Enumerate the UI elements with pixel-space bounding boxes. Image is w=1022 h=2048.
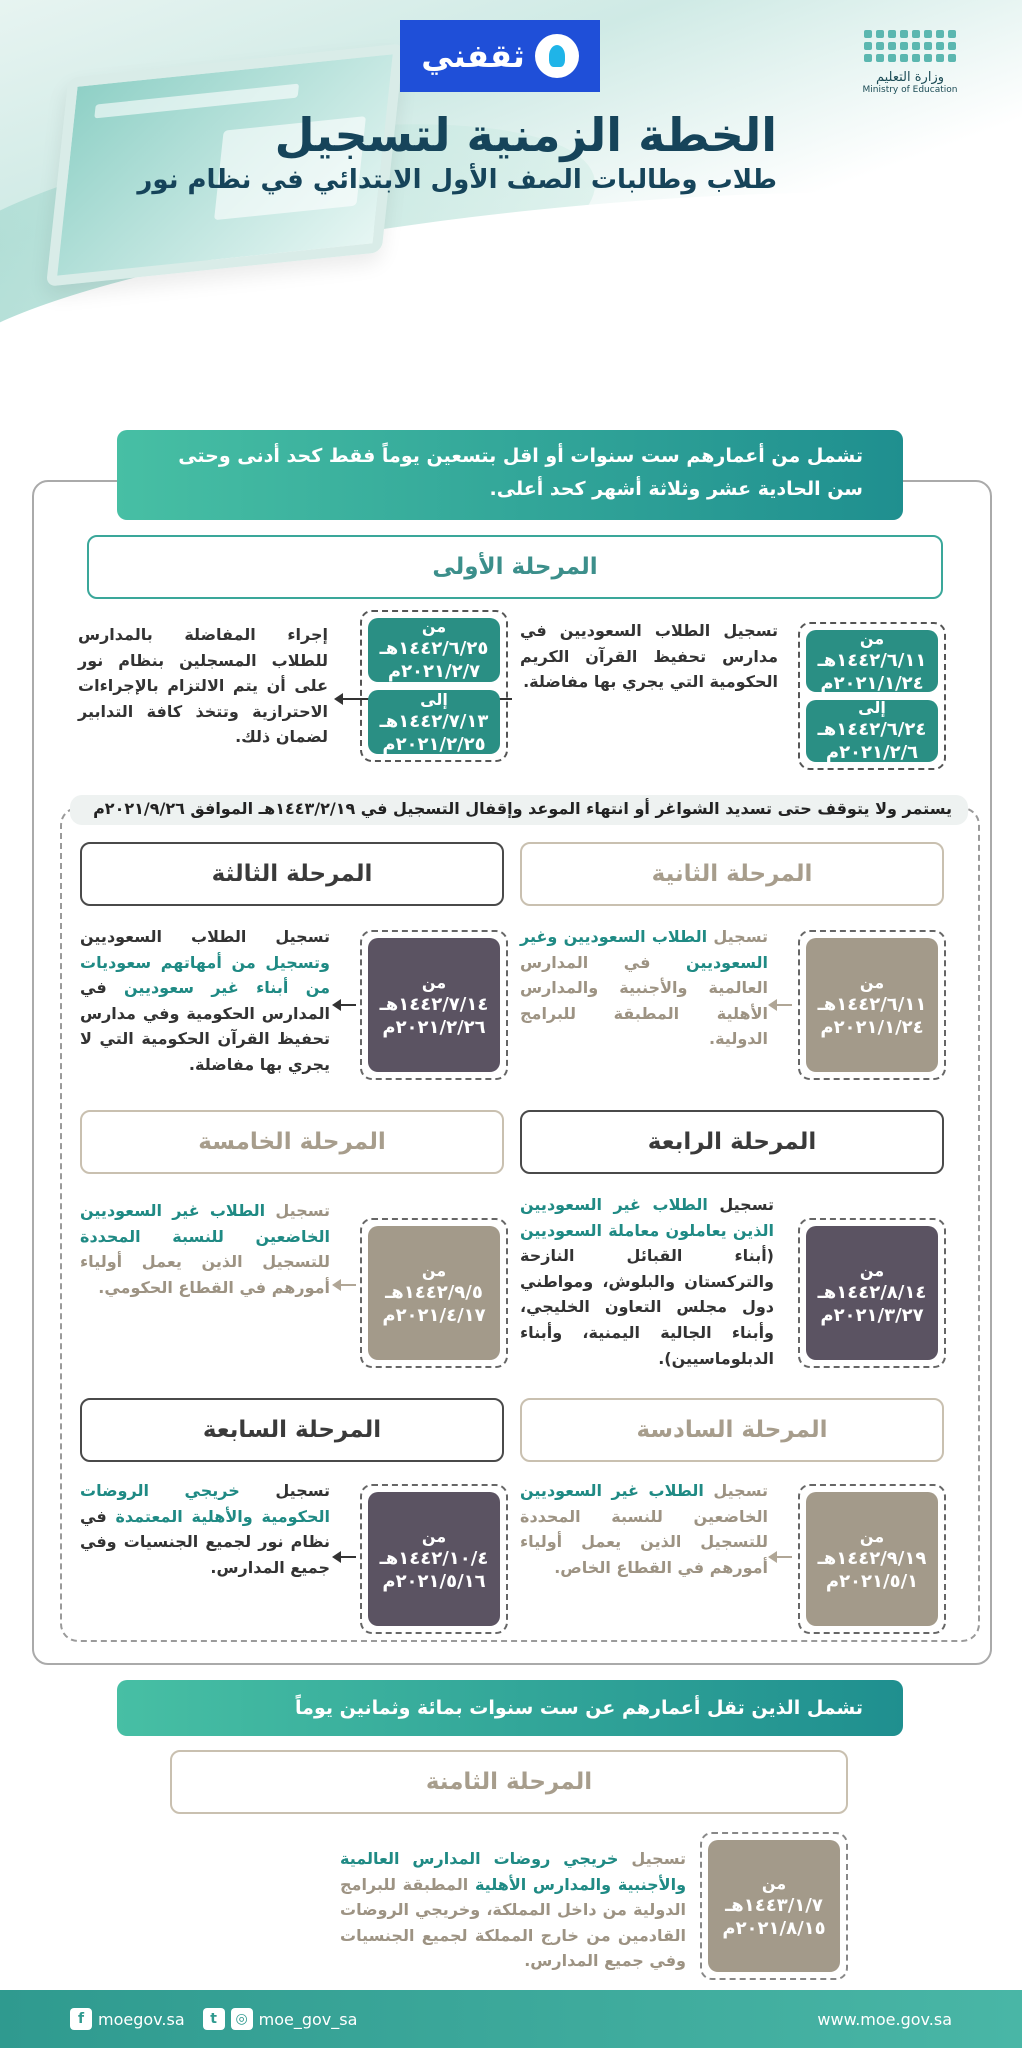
arrow-icon [334,1284,356,1286]
age-range-ribbon: تشمل من أعمارهم ست سنوات أو اقل بتسعين يوماً فقط كحد أدنى وحتى سن الحادية عشر وثلاثة أشهر كحد أعلى. [117,430,903,520]
arrow-icon [334,1556,356,1558]
stage-4-title: المرحلة الرابعة [520,1110,944,1174]
stage-5-datebox: من ١٤٤٢/٩/٥هـ ٢٠٢١/٤/١٧م [360,1218,508,1368]
facebook-icon: f [70,2008,92,2030]
stage-7-title: المرحلة السابعة [80,1398,504,1462]
stage-1-description: تسجيل الطلاب السعوديين في مدارس تحفيظ القرآن الكريم الحكومية التي يجري بها مفاضلة. [520,621,778,692]
ministry-emblem-icon [840,30,980,62]
page-title: الخطة الزمنية لتسجيل [274,108,777,162]
stage-7-datebox: من ١٤٤٢/١٠/٤هـ ٢٠٢١/٥/١٦م [360,1484,508,1634]
stage-3-datebox: من ١٤٤٢/٧/١٤هـ ٢٠٢١/٢/٢٦م [360,930,508,1080]
website-link[interactable]: www.moe.gov.sa [817,2009,952,2029]
stage-2-datebox: من ١٤٤٢/٦/١١هـ ٢٠٢١/١/٢٤م [798,930,946,1080]
facebook-link[interactable]: f moegov.sa [70,2008,185,2030]
stage-5-description: تسجيل الطلاب غير السعوديين الخاضعين للنسبة المحددة للتسجيل الذين يعمل أولياء أمورهم في القطاع الحكومي. [80,1201,331,1297]
stage-2-title: المرحلة الثانية [520,842,944,906]
stage-1b-description: إجراء المفاضلة بالمدارس للطلاب المسجلين بنظام نور على أن يتم الالتزام بالإجراءات الاحترازية وتتخذ كافة التدابير لضمان ذلك. [78,625,328,747]
ministry-name-ar: وزارة التعليم [875,70,945,85]
stage-6-description: تسجيل الطلاب غير السعوديين الخاضعين للنسبة المحددة للتسجيل الذين يعمل أولياء أمورهم في القطاع الخاص. [520,1481,768,1577]
brand-name: ثقفني [421,37,525,75]
ministry-logo [840,30,980,95]
twitter-instagram-link[interactable]: t ◎ moe_gov_sa [203,2008,358,2030]
stage-4-description: تسجيل الطلاب غير السعوديين الذين يعاملون معاملة السعوديين (أبناء القبائل النازحة والتركستان والبلوش، ومواطني دول مجلس التعاون الخليجي، وأبناء الجالية اليمنية، وأبناء الدبلوماسيين). [520,1195,774,1368]
stage-6-title: المرحلة السادسة [520,1398,944,1462]
registration-note: يستمر ولا يتوقف حتى تسديد الشواغر أو انتهاء الموعد وإقفال التسجيل في ١٤٤٣/٢/١٩هـ الموافق ٢٠٢١/٩/٢٦م [70,795,968,825]
stage-1b-from: من ١٤٤٢/٦/٢٥هـ ٢٠٢١/٢/٧م [368,618,500,682]
stage-1-from: من ١٤٤٢/٦/١١هـ ٢٠٢١/١/٢٤م [806,630,938,692]
social-links [70,2008,357,2030]
stage-2-description: تسجيل الطلاب السعوديين وغير السعوديين في المدارس العالمية والأجنبية والمدارس الأهلية المطبقة للبرامج الدولية. [520,927,768,1049]
stage-5-title: المرحلة الخامسة [80,1110,504,1174]
stage-6-datebox: من ١٤٤٢/٩/١٩هـ ٢٠٢١/٥/١م [798,1484,946,1634]
stage-1b-to: إلى ١٤٤٢/٧/١٣هـ ٢٠٢١/٢/٢٥م [368,690,500,754]
arrow-icon [770,1004,792,1006]
stage-1b-datebox [360,610,508,762]
lightbulb-icon [535,34,579,78]
stage-1-title: المرحلة الأولى [87,535,943,599]
stage-8-title: المرحلة الثامنة [170,1750,848,1814]
stage-1-to: إلى ١٤٤٢/٦/٢٤هـ ٢٠٢١/٢/٦م [806,700,938,762]
stage-3-description: تسجيل الطلاب السعوديين وتسجيل من أمهاتهم سعوديات من أبناء غير سعوديين في المدارس الحكومية وفي مدارس تحفيظ القرآن الحكومية التي لا يجري بها مفاضلة. [80,927,330,1074]
stage-3-title: المرحلة الثالثة [80,842,504,906]
arrow-icon [770,1556,792,1558]
stage-4-datebox: من ١٤٤٢/٨/١٤هـ ٢٠٢١/٣/٢٧م [798,1218,946,1368]
stage-7-description: تسجيل خريجي الروضات الحكومية والأهلية المعتمدة في نظام نور لجميع الجنسيات وفي جميع المدارس. [80,1481,331,1577]
arrow-icon [334,1004,356,1006]
page-subtitle: طلاب وطالبات الصف الأول الابتدائي في نظام نور [137,164,777,195]
stage-1-datebox [798,622,946,770]
brand-logo[interactable] [400,20,600,92]
footer [0,1990,1022,2048]
stage-8-datebox: من ١٤٤٣/١/٧هـ ٢٠٢١/٨/١٥م [700,1832,848,1980]
stage-8-description: تسجيل خريجي روضات المدارس العالمية والأجنبية والمدارس الأهلية المطبقة للبرامج الدولية من داخل المملكة، وخريجي الروضات القادمين من خارج المملكة لجميع الجنسيات وفي جميع المدارس. [340,1849,687,1971]
younger-age-ribbon: تشمل الذين تقل أعمارهم عن ست سنوات بمائة وثمانين يوماً [117,1680,903,1736]
twitter-icon: t [203,2008,225,2030]
ministry-name-en: Ministry of Education [862,85,958,95]
instagram-icon: ◎ [231,2008,253,2030]
page-title-block [137,110,777,195]
